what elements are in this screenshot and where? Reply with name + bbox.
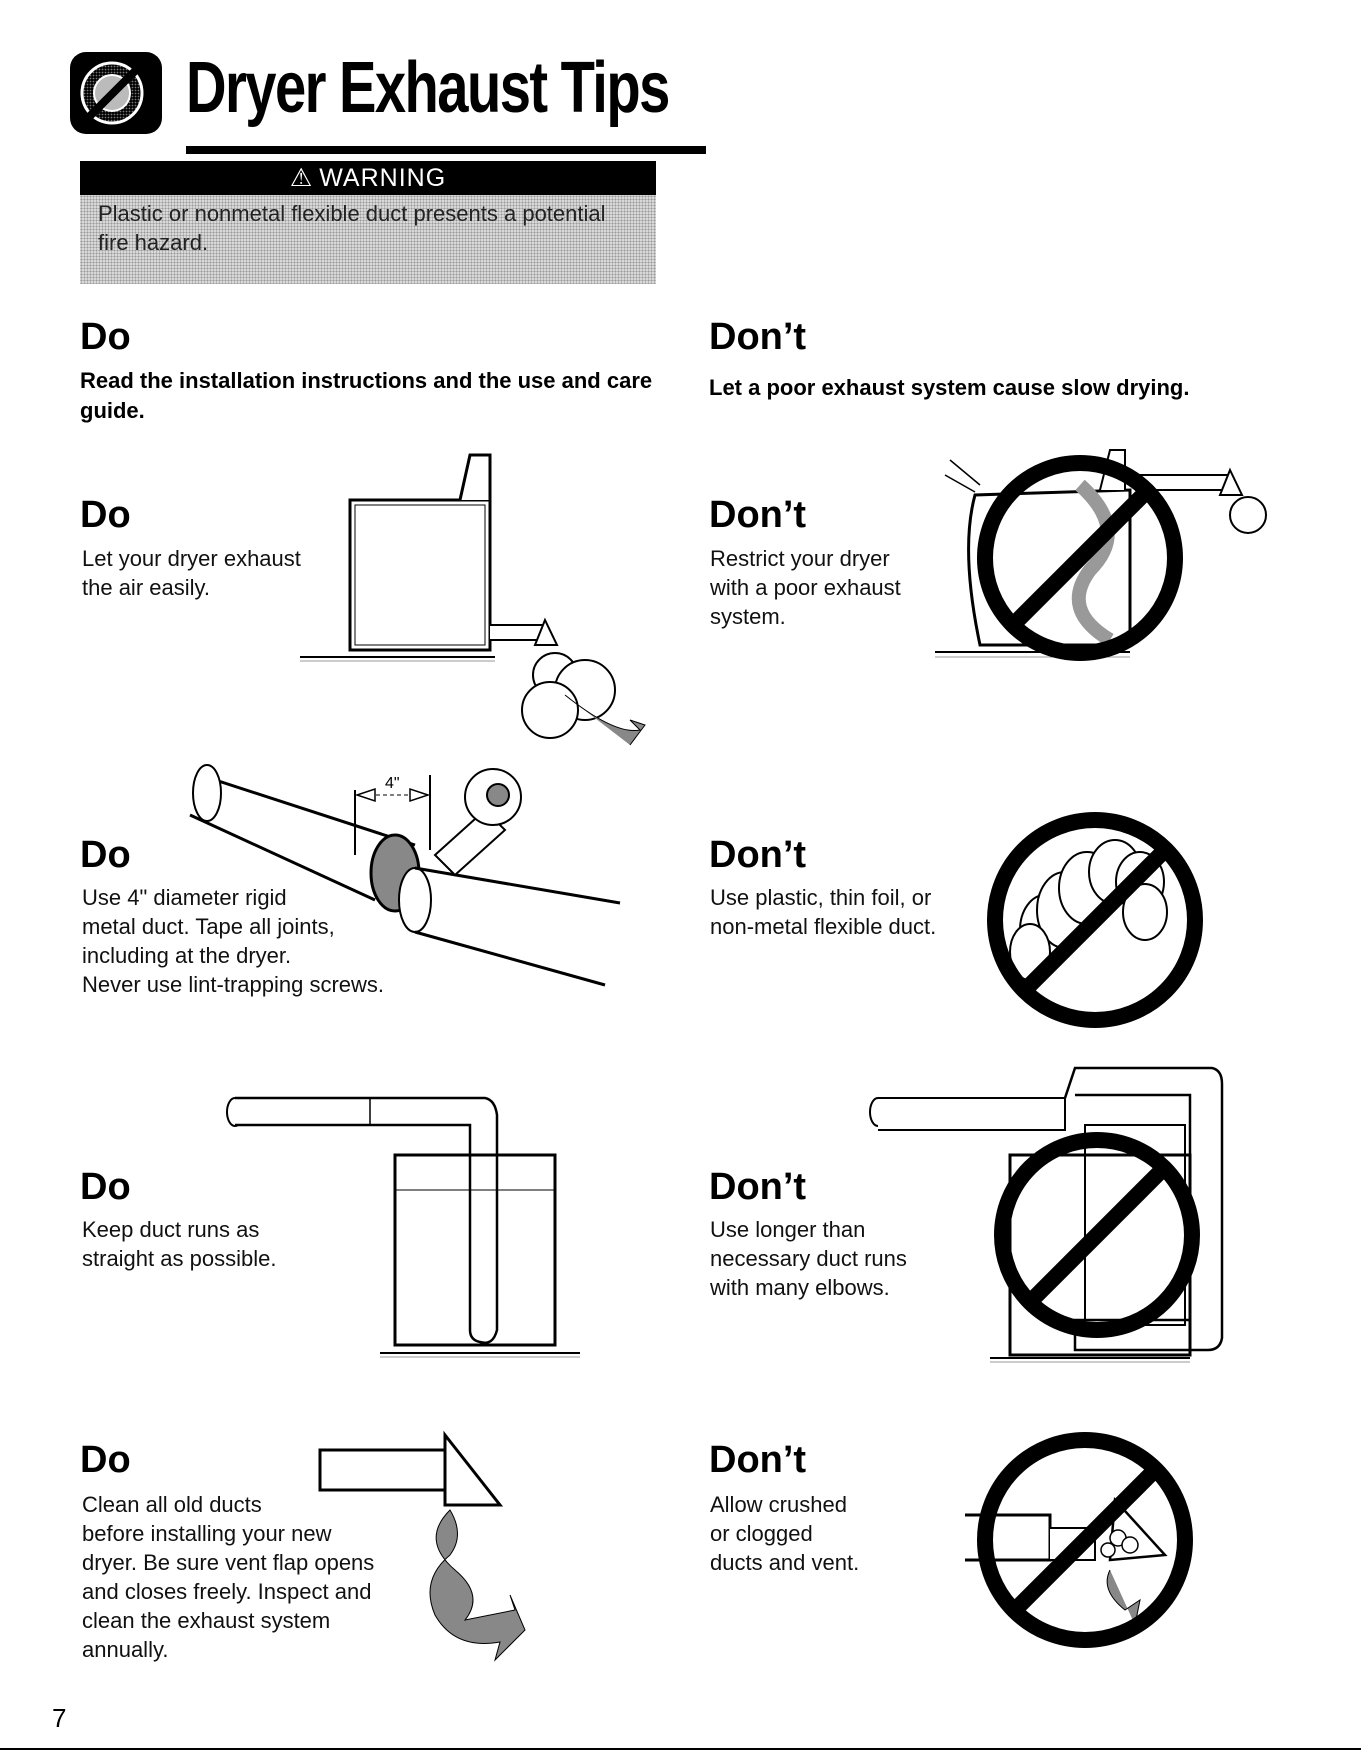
section-heading: Do bbox=[80, 316, 131, 358]
page-bottom-rule bbox=[0, 1748, 1361, 1750]
section-heading: Don’t bbox=[709, 834, 807, 876]
section-subheading: Read the installation instructions and the use and care guide. bbox=[80, 368, 653, 423]
text-line: non-metal flexible duct. bbox=[710, 914, 937, 939]
text-line: Never use lint-trapping screws. bbox=[82, 972, 385, 997]
section-heading: Don’t bbox=[709, 316, 807, 358]
text-line: necessary duct runs bbox=[710, 1246, 907, 1271]
rigid-metal-duct-illustration bbox=[185, 755, 625, 995]
text-line: Keep duct runs as bbox=[82, 1217, 260, 1242]
dryer-vent-icon bbox=[68, 50, 164, 136]
section-heading: Don’t bbox=[709, 1439, 807, 1481]
clogged-vent-illustration bbox=[960, 1420, 1210, 1670]
text-line: Use plastic, thin foil, or bbox=[710, 885, 932, 910]
text-line: Allow crushed bbox=[710, 1492, 847, 1517]
text-line: straight as possible. bbox=[82, 1246, 277, 1271]
clean-vent-illustration bbox=[315, 1430, 615, 1670]
text-line: Restrict your dryer bbox=[710, 546, 890, 571]
section-heading: Do bbox=[80, 494, 131, 536]
section-heading: Do bbox=[80, 1439, 131, 1481]
long-duct-elbows-illustration bbox=[860, 1060, 1230, 1370]
text-line: Let your dryer exhaust bbox=[82, 546, 301, 571]
text-line: and closes freely. Inspect and bbox=[82, 1579, 372, 1604]
text-line: Use longer than bbox=[710, 1217, 866, 1242]
section-heading: Don’t bbox=[709, 1166, 807, 1208]
section-text bbox=[710, 1490, 859, 1577]
text-line: Use 4" diameter rigid bbox=[82, 885, 287, 910]
duct-diameter-label: 4" bbox=[385, 775, 400, 792]
section-text bbox=[710, 544, 901, 631]
warning-box bbox=[80, 161, 656, 284]
text-line: metal duct. Tape all joints, bbox=[82, 914, 335, 939]
section-heading: Don’t bbox=[709, 494, 807, 536]
text-line: dryer. Be sure vent flap opens bbox=[82, 1550, 375, 1575]
text-line: ducts and vent. bbox=[710, 1550, 860, 1575]
text-line: the air easily. bbox=[82, 575, 210, 600]
text-line: before installing your new bbox=[82, 1521, 332, 1546]
text-line: clean the exhaust system bbox=[82, 1608, 331, 1633]
text-line: or clogged bbox=[710, 1521, 813, 1546]
title-underline bbox=[186, 146, 706, 154]
warning-triangle-icon: ⚠ bbox=[289, 164, 314, 192]
text-line: annually. bbox=[82, 1637, 169, 1662]
section-heading: Do bbox=[80, 834, 131, 876]
page-number: 7 bbox=[52, 1703, 67, 1733]
dryer-easy-exhaust-illustration bbox=[295, 445, 655, 765]
section-subheading: Let a poor exhaust system cause slow drying. bbox=[709, 375, 1190, 400]
text-line: including at the dryer. bbox=[82, 943, 292, 968]
section-heading: Do bbox=[80, 1166, 131, 1208]
text-line: Clean all old ducts bbox=[82, 1492, 262, 1517]
page-title: Dryer Exhaust Tips bbox=[186, 48, 669, 128]
section-text bbox=[710, 883, 936, 941]
text-line: with many elbows. bbox=[710, 1275, 890, 1300]
text-line: with a poor exhaust bbox=[710, 575, 901, 600]
section-text bbox=[82, 544, 301, 602]
text-line: system. bbox=[710, 604, 786, 629]
dryer-poor-exhaust-illustration bbox=[930, 440, 1290, 670]
prohibited-icon bbox=[1002, 1140, 1192, 1330]
straight-duct-illustration bbox=[225, 1090, 585, 1370]
warning-text: Plastic or nonmetal flexible duct presents a potential fire hazard. bbox=[80, 195, 656, 284]
flexible-duct-illustration bbox=[975, 800, 1215, 1040]
warning-header bbox=[80, 161, 656, 195]
warning-heading: WARNING bbox=[319, 163, 447, 192]
